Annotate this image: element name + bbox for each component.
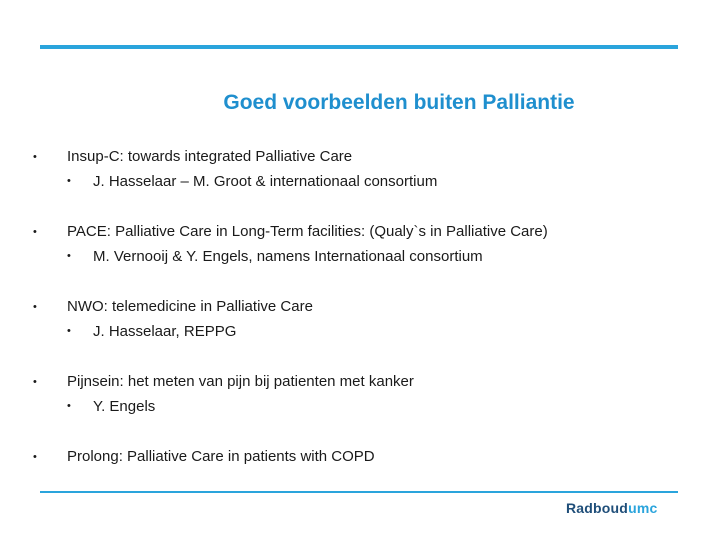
bullet-icon: • (33, 226, 37, 238)
bullet-icon: • (67, 250, 71, 262)
list-item-text: PACE: Palliative Care in Long-Term facilities: (Qualy`s in Palliative Care) (67, 223, 548, 240)
list-item-text: Prolong: Palliative Care in patients with COPD (67, 448, 375, 465)
bottom-divider (40, 491, 678, 493)
list-item-text: Pijnsein: het meten van pijn bij patienten met kanker (67, 373, 414, 390)
bullet-icon: • (67, 175, 71, 187)
bullet-icon: • (33, 151, 37, 163)
sub-item-text: J. Hasselaar, REPPG (93, 323, 237, 340)
slide-title: Goed voorbeelden buiten Palliantie (223, 91, 575, 114)
radboudumc-logo (566, 500, 657, 516)
sub-item-text: Y. Engels (93, 398, 156, 415)
sub-item-text: M. Vernooij & Y. Engels, namens Internationaal consortium (93, 248, 483, 265)
bullet-icon: • (67, 400, 71, 412)
list-item (33, 220, 673, 295)
bullet-icon: • (33, 451, 37, 463)
logo-text-accent: umc (628, 500, 658, 516)
bullet-icon: • (33, 376, 37, 388)
sub-item-text: J. Hasselaar – M. Groot & internationaal consortium (93, 173, 438, 190)
logo-text-primary: Radboud (566, 500, 629, 516)
list-item-text: NWO: telemedicine in Palliative Care (67, 298, 313, 315)
bullet-icon: • (33, 301, 37, 313)
bullet-list (33, 145, 673, 520)
bullet-icon: • (67, 325, 71, 337)
top-divider (40, 45, 678, 49)
list-item (33, 145, 673, 220)
list-item (33, 295, 673, 370)
list-item (33, 370, 673, 445)
list-item-text: Insup-C: towards integrated Palliative Care (67, 148, 353, 165)
